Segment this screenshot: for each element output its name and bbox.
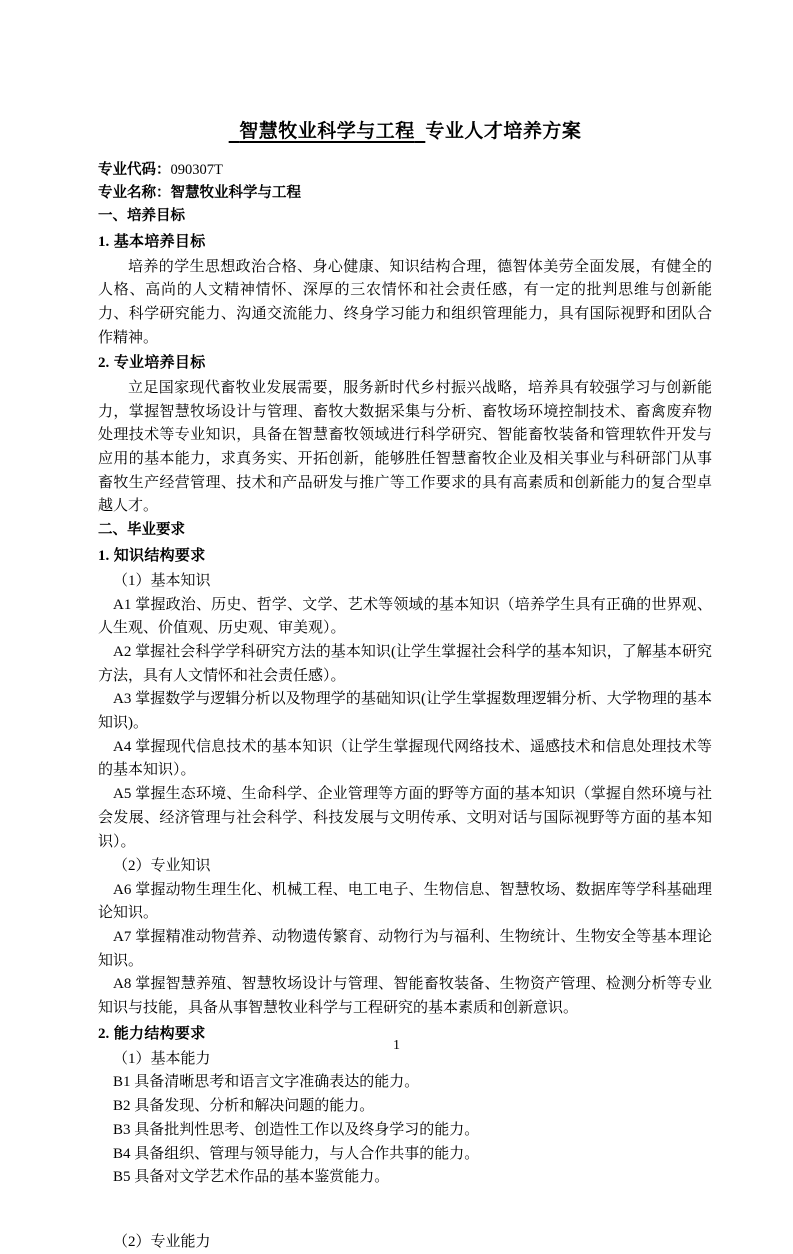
subsection-title-1-1: 基本培养目标	[113, 233, 206, 251]
subsection-title-2-2: 能力结构要求	[113, 1024, 206, 1042]
major-name-label: 专业名称：	[98, 184, 171, 201]
list-item: A2 掌握社会科学学科研究方法的基本知识(让学生掌握社会科学的基本知识，了解基本研究方法，具有人文情怀和社会责任感）。	[98, 644, 712, 684]
sub-subsection-major-ability: （2）专业能力	[113, 1233, 211, 1250]
sub-subsection-basic-knowledge: （1）基本知识	[113, 573, 211, 590]
subsection-number-1-2: 2.	[98, 355, 110, 372]
list-item: A6 掌握动物生理生化、机械工程、电工电子、生物信息、智慧牧场、数据库等学科基础理论知识。	[98, 881, 712, 922]
list-item: B3 具备批判性思考、创造性工作以及终身学习的能力。	[113, 1121, 480, 1138]
list-item: A4 掌握现代信息技术的基本知识（让学生掌握现代网络技术、遥感技术和信息处理技术等的基本知识）。	[98, 738, 712, 779]
sub-subsection-basic-ability: （1）基本能力	[113, 1051, 211, 1068]
subsection-title-2-1: 知识结构要求	[113, 546, 206, 564]
page-number: 1	[393, 1038, 400, 1053]
subsection-number-1-1: 1.	[98, 234, 110, 251]
subsection-title-1-2: 专业培养目标	[113, 354, 206, 372]
major-code-line	[98, 159, 712, 182]
list-item: B1 具备清晰思考和语言文字准确表达的能力。	[113, 1074, 420, 1091]
list-item: B2 具备发现、分析和解决问题的能力。	[113, 1098, 375, 1115]
list-item: A8 掌握智慧养殖、智慧牧场设计与管理、智能畜牧装备、生物资产管理、检测分析等专业知识与技能，具备从事智慧牧业科学与工程研究的基本素质和创新意识。	[98, 976, 712, 1016]
page-content	[98, 118, 712, 1254]
page-title-major-name: 智慧牧业科学与工程	[239, 121, 415, 142]
subsection-number-2-1: 1.	[98, 547, 110, 564]
paragraph-basic-training-objective: 培养的学生思想政治合格、身心健康、知识结构合理，德智体美劳全面发展，有健全的人格、高尚的人文精神情怀、深厚的三农情怀和社会责任感，有一定的批判思维与创新能力、科学研究能力、沟通交流能力、终身学习能力和组织管理能力，具有国际视野和团队合作精神。	[98, 258, 712, 346]
page-title	[98, 118, 712, 147]
subsection-heading-basic-training-objective	[98, 229, 712, 256]
section-heading-graduation-requirements: 二、毕业要求	[98, 522, 185, 539]
list-item: A1 掌握政治、历史、哲学、文学、艺术等领域的基本知识（培养学生具有正确的世界观、人生观、价值观、历史观、审美观）。	[98, 596, 712, 637]
blank-spacer	[98, 1190, 712, 1230]
section-heading-training-objectives: 一、培养目标	[98, 208, 185, 225]
page-title-underlined-segment	[229, 121, 426, 142]
subsection-heading-major-training-objective	[98, 350, 712, 377]
subsection-number-2-2: 2.	[98, 1025, 110, 1042]
major-code-label: 专业代码：	[98, 161, 171, 178]
subsection-heading-knowledge-structure	[98, 543, 712, 570]
page-title-suffix: 专业人才培养方案	[425, 121, 582, 142]
list-item: B4 具备组织、管理与领导能力，与人合作共事的能力。	[113, 1145, 480, 1162]
list-item: B5 具备对文学艺术作品的基本鉴赏能力。	[113, 1169, 390, 1186]
list-item: A7 掌握精准动物营养、动物遗传繁育、动物行为与福利、生物统计、生物安全等基本理论知识。	[98, 928, 712, 969]
major-code-value: 090307T	[170, 161, 223, 178]
major-name-value: 智慧牧业科学与工程	[170, 184, 301, 201]
sub-subsection-major-knowledge: （2）专业知识	[113, 858, 211, 875]
paragraph-major-training-objective: 立足国家现代畜牧业发展需要，服务新时代乡村振兴战略，培养具有较强学习与创新能力，掌握智慧牧场设计与管理、畜牧大数据采集与分析、畜牧场环境控制技术、畜禽废弃物处理技术等专业知识，具备在智慧畜牧领域进行科学研究、智能畜牧装备和管理软件开发与应用的基本能力，求真务实、开拓创新，能够胜任智慧畜牧企业及相关事业与科研部门从事畜牧生产经营管理、技术和产品研发与推广等工作要求的具有高素质和创新能力的复合型卓越人才。	[98, 379, 712, 515]
list-item: A3 掌握数学与逻辑分析以及物理学的基础知识(让学生掌握数理逻辑分析、大学物理的基本知识)。	[98, 691, 712, 732]
list-item: A5 掌握生态环境、生命科学、企业管理等方面的野等方面的基本知识（掌握自然环境与社会发展、经济管理与社会科学、科技发展与文明传承、文明对话与国际视野等方面的基本知识）。	[98, 786, 712, 850]
major-name-line	[98, 182, 712, 205]
